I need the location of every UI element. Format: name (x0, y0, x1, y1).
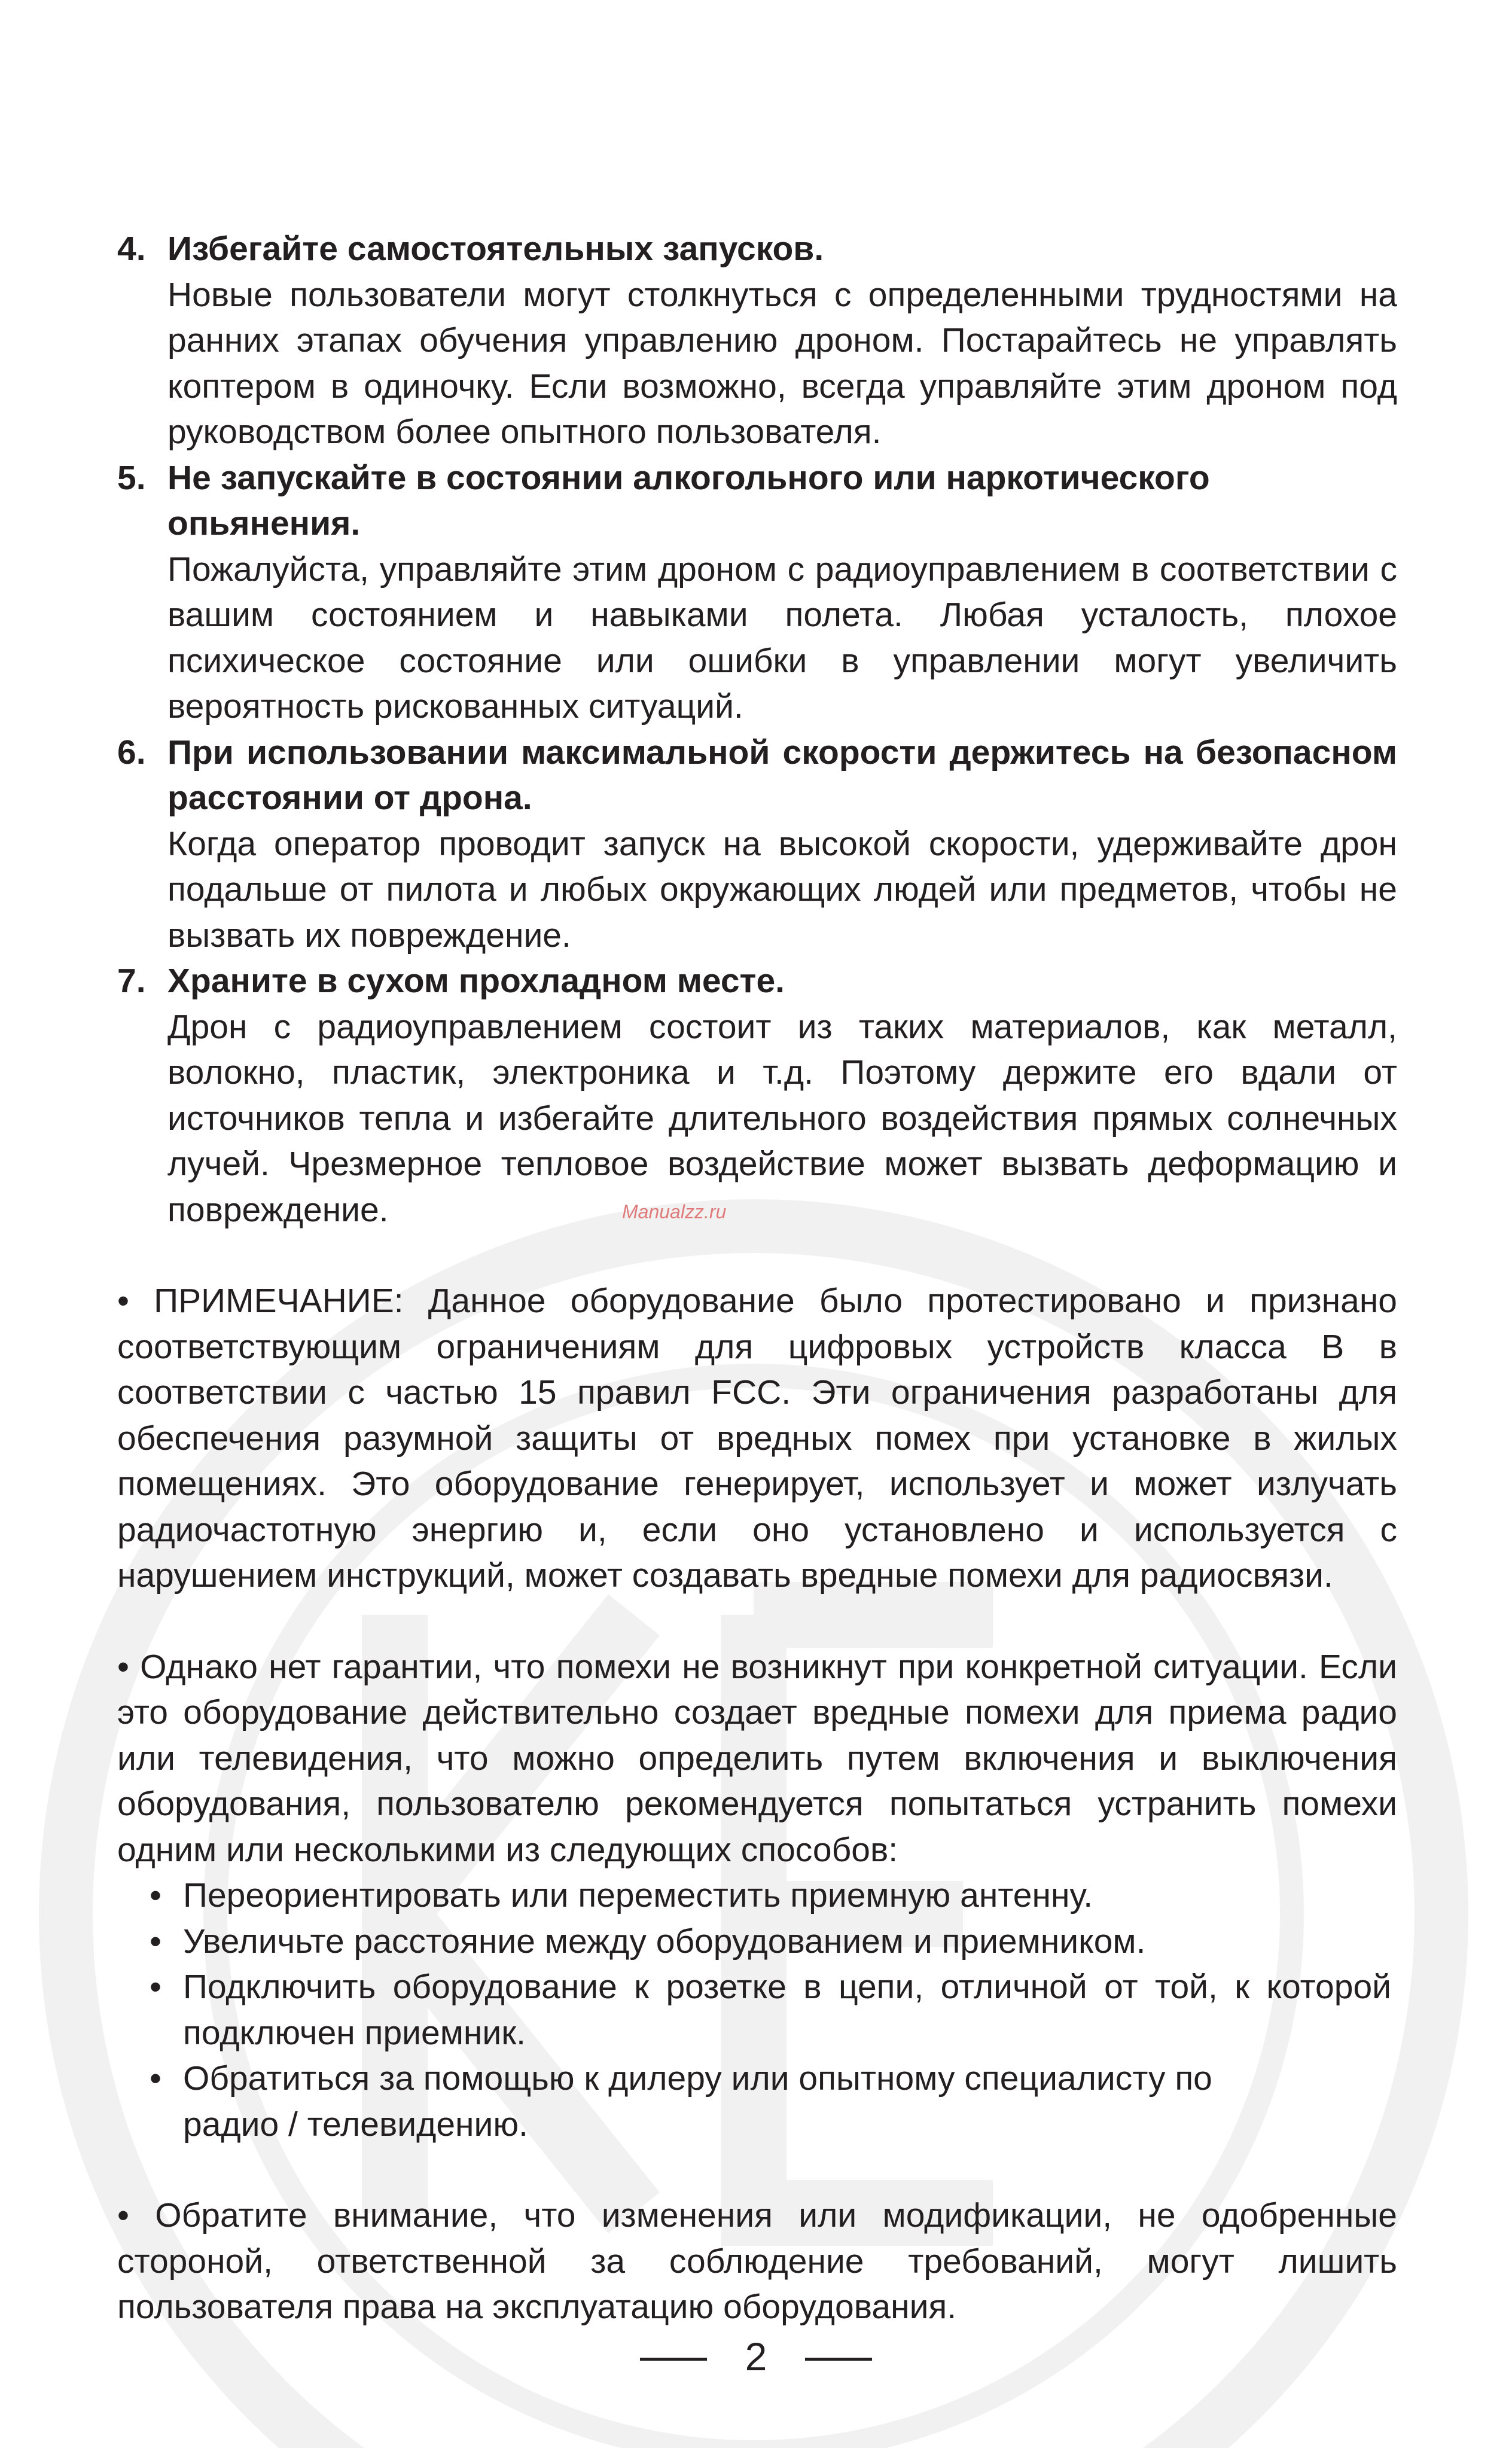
item-number: 6. (117, 733, 146, 772)
bullet-item (117, 1873, 1391, 1919)
item-text: Когда оператор проводит запуск на высокой скорости, удерживайте дрон подальше от пилота и любых окружающих людей или предметов, чтобы не вызвать их повреждение. (167, 824, 1397, 955)
item-title: При использовании максимальной скорости держитесь на безопасном расстоянии от дрона. (167, 733, 1397, 817)
item-number: 7. (117, 962, 146, 1000)
bullet-text: Увеличьте расстояние между оборудованием и приемником. (183, 1922, 1146, 1961)
bullet-item (117, 2056, 1391, 2147)
bullet-icon: • (150, 1876, 161, 1914)
bullet-item (117, 1964, 1391, 2056)
item-text: Новые пользователи могут столкнуться с определенными трудностями на ранних этапах обучения управлению дроном. Постарайтесь не управлять коптером в одиночку. Если возможно, всегда управляйте этим дроном под руководством более опытного пользователя. (167, 275, 1397, 451)
item-title: Избегайте самостоятельных запусков. (167, 230, 824, 268)
bullet-text: Обратиться за помощью к дилеру или опытному специалисту по радио / телевидению. (183, 2059, 1212, 2144)
watermark-text: Manualzz.ru (622, 1201, 727, 1223)
item-number: 4. (117, 230, 146, 268)
page-footer (0, 2333, 1512, 2380)
list-item-6 (117, 730, 1397, 959)
document-body (117, 226, 1397, 2330)
modification-note: • Обратите внимание, что изменения или модификации, не одобренные стороной, ответственной за соблюдение требований, могут лишить пользователя права на эксплуатацию оборудования. (117, 2196, 1397, 2326)
fcc-note: • ПРИМЕЧАНИЕ: Данное оборудование было протестировано и признано соответствующим ограничениям для цифровых устройств класса B в соответствии с частью 15 правил FCC. Эти ограничения разработаны для обеспечения разумной защиты от вредных помех при установке в жилых помещениях. Это оборудование генерирует, использует и может излучать радиочастотную энергию и, если оно установлено и используется с нарушением инструкций, может создавать вредные помехи для радиосвязи. (117, 1282, 1397, 1595)
bullet-icon: • (150, 2059, 161, 2098)
item-text: Пожалуйста, управляйте этим дроном с радиоуправлением в соответствии с вашим состоянием и навыками полета. Любая усталость, плохое психическое состояние или ошибки в управлении могут увеличить вероятность рискованных ситуаций. (167, 550, 1397, 725)
bullet-item (117, 1919, 1391, 1965)
footer-rule-left (640, 2358, 707, 2361)
bullet-text: Переориентировать или переместить приемную антенну. (183, 1876, 1093, 1914)
bullet-icon: • (150, 1968, 161, 2006)
item-title: Храните в сухом прохладном месте. (167, 962, 785, 1000)
footer-rule-right (805, 2358, 872, 2361)
bullet-text: Подключить оборудование к розетке в цепи, отличной от той, к которой подключен приемник. (183, 1968, 1391, 2052)
item-text: Дрон с радиоуправлением состоит из таких материалов, как металл, волокно, пластик, электроника и т.д. Поэтому держите его вдали от источников тепла и избегайте длительного воздействия прямых солнечных лучей. Чрезмерное тепловое воздействие может вызвать деформацию и повреждение. (167, 1007, 1397, 1229)
interference-note: • Однако нет гарантии, что помехи не возникнут при конкретной ситуации. Если это оборудование действительно создает вредные помехи для приема радио или телевидения, что можно определить путем включения и выключения оборудования, пользователю рекомендуется попытаться устранить помехи одним или несколькими из следующих способов: (117, 1647, 1397, 1869)
list-item-4 (117, 226, 1397, 455)
bullet-icon: • (150, 1922, 161, 1961)
list-item-5 (117, 455, 1397, 730)
page-number: 2 (745, 2334, 767, 2379)
list-item-7 (117, 958, 1397, 1233)
item-number: 5. (117, 458, 146, 497)
item-title: Не запускайте в состоянии алкогольного или наркотического опьянения. (167, 458, 1210, 542)
